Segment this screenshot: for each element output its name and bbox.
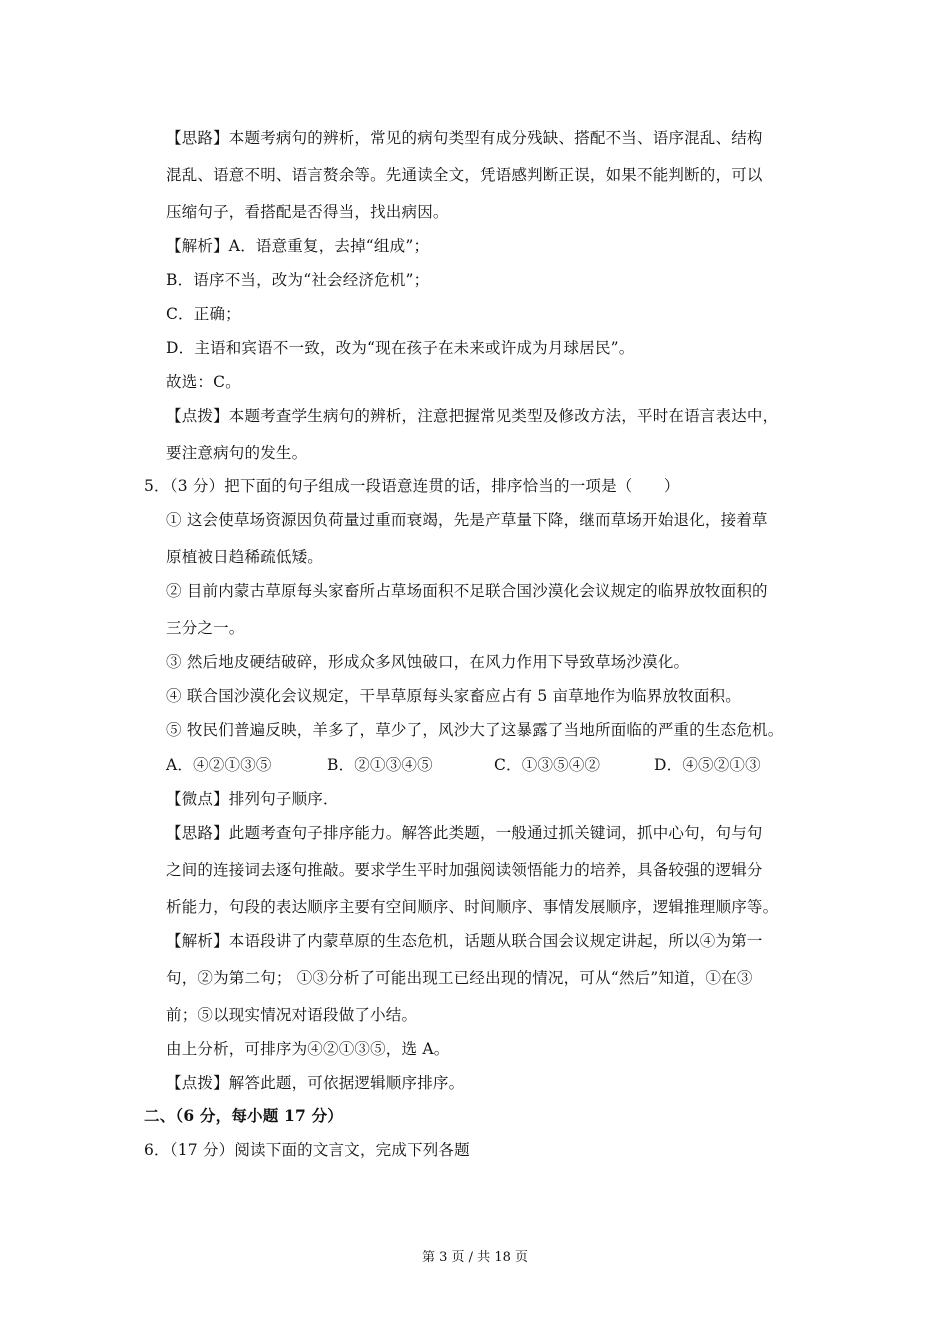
page-footer: 第 3 页 / 共 18 页 <box>422 1250 528 1265</box>
q4-jiexi-b: B．语序不当，改为“社会经济危机”； <box>166 271 430 289</box>
q4-silu-line-3: 压缩句子，看搭配是否得当，找出病因。 <box>166 203 449 221</box>
q5-silu-line-3: 析能力，句段的表达顺序主要有空间顺序、时间顺序、事情发展顺序，逻辑推理顺序等。 <box>166 898 779 916</box>
q5-option-b: B．②①③④⑤ <box>327 756 433 774</box>
q5-sentence-2b: 三分之一。 <box>166 619 245 637</box>
q5-silu-line-1: 【思路】此题考查句子排序能力。解答此类题，一般通过抓关键词，抓中心句，句与句 <box>166 824 763 842</box>
q5-sentence-3: ③ 然后地皮硬结破碎，形成众多风蚀破口，在风力作用下导致草场沙漠化。 <box>166 653 690 671</box>
q6-stem: 6．（17 分）阅读下面的文言文，完成下列各题 <box>144 1141 470 1159</box>
q5-sentence-5: ⑤ 牧民们普遍反映，羊多了，草少了，风沙大了这暴露了当地所面临的严重的生态危机。 <box>166 721 784 739</box>
q5-sentence-2a: ② 目前内蒙古草原每头家畜所占草场面积不足联合国沙漠化会议规定的临界放牧面积的 <box>166 582 768 600</box>
q5-stem: 5．（3 分）把下面的句子组成一段语意连贯的话，排序恰当的一项是（ ） <box>144 477 680 495</box>
q5-option-a: A．④②①③⑤ <box>166 756 272 774</box>
q5-option-c: C．①③⑤④② <box>494 756 601 774</box>
q5-silu-line-2: 之间的连接词去逐句推敲。要求学生平时加强阅读领悟能力的培养，具备较强的逻辑分 <box>166 861 763 879</box>
q5-dianbo: 【点拨】解答此题，可依据逻辑顺序排序。 <box>166 1074 465 1092</box>
q4-silu-line-1: 【思路】本题考病句的辨析，常见的病句类型有成分残缺、搭配不当、语序混乱、结构 <box>166 129 763 147</box>
q4-dianbo-line-1: 【点拨】本题考查学生病句的辨析，注意把握常见类型及修改方法，平时在语言表达中， <box>166 407 779 425</box>
q4-jiexi-c: C．正确； <box>166 305 241 323</box>
section-heading: 二、（6 分，每小题 17 分） <box>144 1106 343 1125</box>
q5-sentence-4: ④ 联合国沙漠化会议规定，干旱草原每头家畜应占有 5 亩草地作为临界放牧面积。 <box>166 687 741 705</box>
q5-jiexi-line-4: 由上分析，可排序为④②①③⑤，选 A。 <box>166 1040 450 1058</box>
q5-weidian: 【微点】排列句子顺序． <box>166 790 339 808</box>
q5-jiexi-line-1: 【解析】本语段讲了内蒙草原的生态危机，话题从联合国会议规定讲起，所以④为第一 <box>166 932 763 950</box>
q5-sentence-1b: 原植被日趋稀疏低矮。 <box>166 548 324 566</box>
q4-dianbo-line-2: 要注意病句的发生。 <box>166 444 308 462</box>
q5-jiexi-line-2: 句，②为第二句； ①③分析了可能出现工已经出现的情况，可从“然后”知道，①在③ <box>166 969 753 987</box>
q4-jiexi-d: D．主语和宾语不一致，改为“现在孩子在未来或许成为月球居民”。 <box>166 339 635 357</box>
q4-answer: 故选：C。 <box>166 373 241 391</box>
q5-option-d: D．④⑤②①③ <box>654 756 761 774</box>
q5-sentence-1a: ① 这会使草场资源因负荷量过重而衰竭，先是产草量下降，继而草场开始退化，接着草 <box>166 511 768 529</box>
q4-jiexi-a: 【解析】A．语意重复，去掉“组成”； <box>166 237 430 255</box>
q5-jiexi-line-3: 前；⑤以现实情况对语段做了小结。 <box>166 1006 418 1024</box>
q4-silu-line-2: 混乱、语意不明、语言赘余等。先通读全文，凭语感判断正误，如果不能判断的，可以 <box>166 166 763 184</box>
